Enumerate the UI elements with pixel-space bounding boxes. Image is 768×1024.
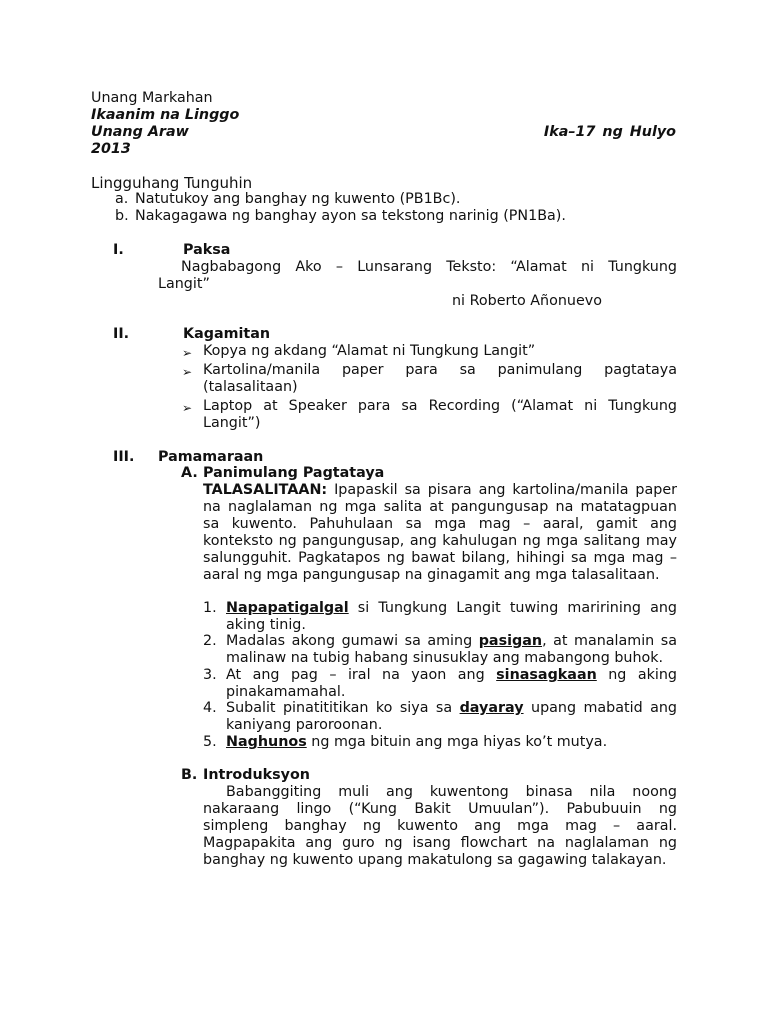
intro-line-1: Babanggiting muli ang kuwentong binasa nila noong bbox=[226, 784, 677, 800]
material-2-cont: (talasalitaan) bbox=[203, 379, 298, 395]
vocab-label: TALASALITAAN: bbox=[203, 482, 328, 498]
intro-line-4: Magpapakita ang guro ng isang flowchart na naglalaman ng bbox=[203, 835, 677, 851]
vocab-number: 1. bbox=[203, 600, 217, 616]
intro-line-5: banghay ng kuwento upang makatulong sa gagawing talakayan. bbox=[203, 852, 667, 868]
vocab-intro-line-3: sa kuwento. Pahuhulaan sa mga mag – aaral, gamit ang bbox=[203, 516, 677, 532]
part-b-marker: B. bbox=[181, 767, 198, 783]
vocab-item-1-cont: aking tinig. bbox=[226, 617, 306, 633]
arrow-bullet-icon: ➢ bbox=[182, 365, 193, 379]
objective-a: Natutukoy ang banghay ng kuwento (PB1Bc). bbox=[135, 191, 461, 207]
vocab-word: dayaray bbox=[459, 700, 524, 716]
material-1: Kopya ng akdang “Alamat ni Tungkung Langit” bbox=[203, 343, 536, 359]
vocab-number: 3. bbox=[203, 667, 217, 683]
vocab-item-1: Napapatigalgal si Tungkung Langit tuwing maririning ang bbox=[226, 600, 677, 616]
vocab-item-3-cont: pinakamamahal. bbox=[226, 684, 346, 700]
part-a-marker: A. bbox=[181, 465, 198, 481]
vocab-word: Napapatigalgal bbox=[226, 600, 349, 616]
material-3-cont: Langit”) bbox=[203, 415, 261, 431]
objectives-title: Lingguhang Tunguhin bbox=[91, 174, 253, 192]
vocab-item-3: At ang pag – iral na yaon ang sinasagkaan ng aking bbox=[226, 667, 677, 683]
objective-b: Nakagagawa ng banghay ayon sa tekstong narinig (PN1Ba). bbox=[135, 208, 566, 224]
part-a-title: Panimulang Pagtataya bbox=[203, 465, 385, 481]
vocab-item-4: Subalit pinatititikan ko siya sa dayaray upang mabatid ang bbox=[226, 700, 677, 716]
material-3: Laptop at Speaker para sa Recording (“Alamat ni Tungkung bbox=[203, 398, 677, 414]
vocab-intro-line-4: konteksto ng pangungusap, ang kahulugan ng mga salitang may bbox=[203, 533, 677, 549]
header-week: Ikaanim na Linggo bbox=[91, 107, 240, 123]
vocab-number: 4. bbox=[203, 700, 217, 716]
vocab-word: sinasagkaan bbox=[496, 667, 597, 683]
part-b-title: Introduksyon bbox=[203, 767, 310, 783]
vocab-item-2: Madalas akong gumawi sa aming pasigan, at manalamin sa bbox=[226, 633, 677, 649]
section-1-numeral: I. bbox=[113, 242, 124, 258]
vocab-intro-line-6: aaral ng mga pangungusap na ginagamit ang mga talasalitaan. bbox=[203, 567, 660, 583]
objective-marker-a: a. bbox=[115, 191, 129, 207]
vocab-intro-line-1: TALASALITAAN: Ipapaskil sa pisara ang kartolina/manila paper bbox=[203, 482, 677, 498]
objective-marker-b: b. bbox=[115, 208, 129, 224]
section-3-title: Pamamaraan bbox=[158, 449, 264, 465]
vocab-item-5: Naghunos ng mga bituin ang mga hiyas ko’t mutya. bbox=[226, 734, 608, 750]
topic-author: ni Roberto Añonuevo bbox=[452, 293, 602, 309]
intro-line-2: nakaraang lingo (“Kung Bakit Umuulan”). Pabubuuin ng bbox=[203, 801, 677, 817]
vocab-item-4-cont: kaniyang paroroonan. bbox=[226, 717, 383, 733]
header-date: Ika–17 ng Hulyo bbox=[543, 124, 676, 140]
header-quarter: Unang Markahan bbox=[91, 90, 213, 106]
arrow-bullet-icon: ➢ bbox=[182, 346, 193, 360]
header-day: Unang Araw bbox=[91, 124, 189, 140]
section-2-numeral: II. bbox=[113, 326, 130, 342]
section-1-title: Paksa bbox=[183, 242, 231, 258]
arrow-bullet-icon: ➢ bbox=[182, 401, 193, 415]
vocab-number: 5. bbox=[203, 734, 217, 750]
vocab-intro-line-2: na naglalaman ng mga salita at pangungusap na matatagpuan bbox=[203, 499, 677, 515]
vocab-item-2-cont: malinaw na tubig habang sinusuklay ang mabangong buhok. bbox=[226, 650, 664, 666]
section-3-numeral: III. bbox=[113, 449, 135, 465]
topic-line-1: Nagbabagong Ako – Lunsarang Teksto: “Alamat ni Tungkung bbox=[181, 259, 677, 275]
vocab-word: pasigan bbox=[478, 633, 543, 649]
vocab-word: Naghunos bbox=[226, 734, 307, 750]
intro-line-3: simpleng banghay ng kuwento ang mga mag – aaral. bbox=[203, 818, 677, 834]
material-2: Kartolina/manila paper para sa panimulang pagtataya bbox=[203, 362, 677, 378]
vocab-number: 2. bbox=[203, 633, 217, 649]
topic-line-2: Langit” bbox=[158, 276, 210, 292]
section-2-title: Kagamitan bbox=[183, 326, 271, 342]
vocab-intro-line-5: salungguhit. Pagkatapos ng bawat bilang, hihingi sa mga mag – bbox=[203, 550, 677, 566]
header-year: 2013 bbox=[91, 141, 131, 157]
